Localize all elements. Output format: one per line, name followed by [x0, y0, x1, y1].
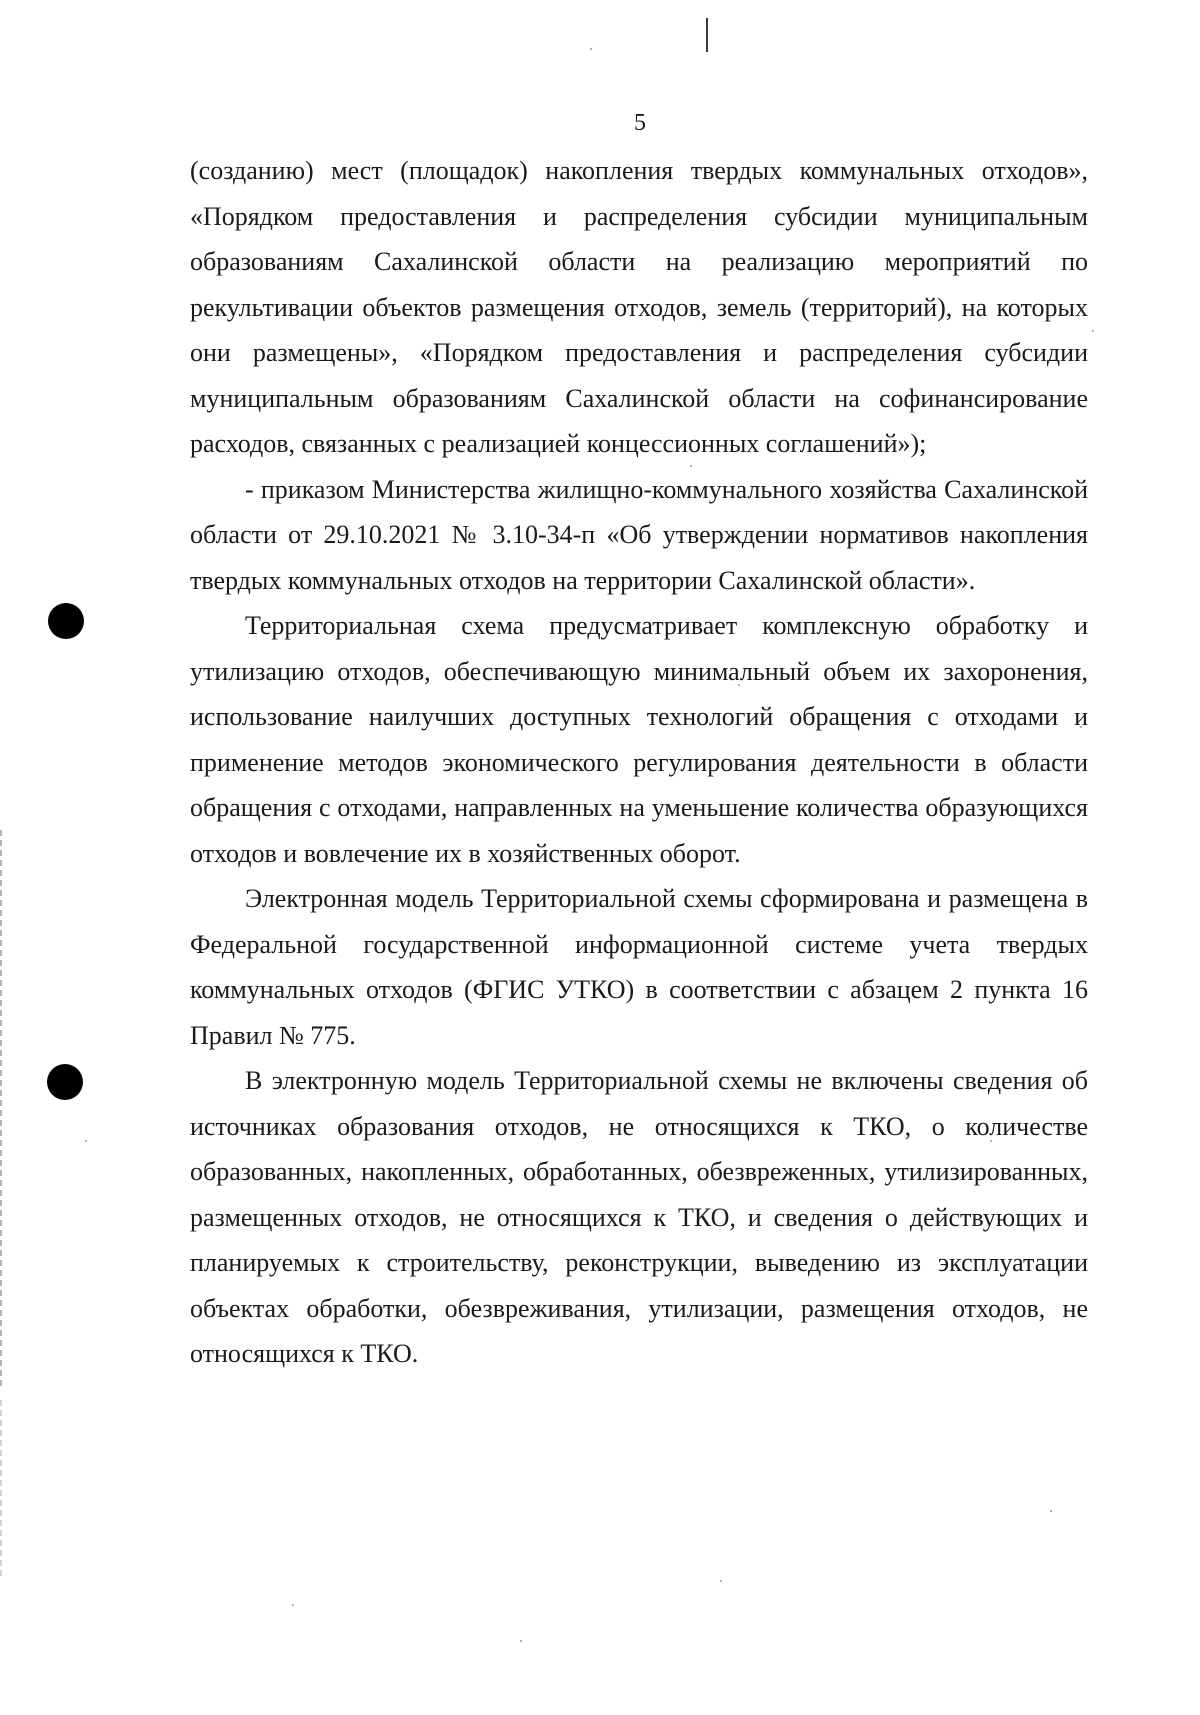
- paragraph-territorial-scheme: Территориальная схема предусматривает комплексную обработку и утилизацию отходов, обеспечивающую минимальный объем их захоронения, использование наилучших доступных технологий обращения с отходами и применение методов экономического регулирования деятельности в области обращения с отходами, направленных на уменьшение количества образующихся отходов и вовлечение их в хозяйственных оборот.: [190, 611, 1088, 868]
- scan-speck: [85, 1140, 87, 1142]
- document-body: [190, 148, 1088, 1377]
- paragraph-electronic-model: Электронная модель Территориальной схемы сформирована и размещена в Федеральной государственной информационной системе учета твердых коммунальных отходов (ФГИС УТКО) в соответствии с абзацем 2 пункта 16 Правил № 775.: [190, 884, 1088, 1050]
- scan-speck: [292, 1604, 294, 1606]
- scan-speck: [720, 1580, 722, 1582]
- scan-edge-line: [0, 830, 2, 1390]
- paragraph-order-reference: - приказом Министерства жилищно-коммунального хозяйства Сахалинской области от 29.10.2021 № 3.10-34-п «Об утверждении нормативов накопления твердых коммунальных отходов на территории Сахалинской области».: [190, 474, 1088, 595]
- paragraph-excluded-info: В электронную модель Территориальной схемы не включены сведения об источниках образования отходов, не относящихся к ТКО, о количестве образованных, накопленных, обработанных, обезвреженных, утилизированных, размещенных отходов, не относящихся к ТКО, и сведения о действующих и планируемых к строительству, реконструкции, выведению из эксплуатации объектах обработки, обезвреживания, утилизации, размещения отходов, не относящихся к ТКО.: [190, 1066, 1088, 1368]
- scan-artifact-mark: [706, 18, 708, 52]
- scan-edge-line: [0, 1400, 2, 1580]
- page-number: 5: [634, 110, 646, 136]
- scan-speck: [1092, 330, 1094, 332]
- punch-hole-bottom: [47, 1064, 83, 1100]
- paragraph-continuation: (созданию) мест (площадок) накопления твердых коммунальных отходов», «Порядком предоставления и распределения субсидии муниципальным образованиям Сахалинской области на реализацию мероприятий по рекультивации объектов размещения отходов, земель (территорий), на которых они размещены», «Порядком предоставления и распределения субсидии муниципальным образованиям Сахалинской области на софинансирование расходов, связанных с реализацией концессионных соглашений»);: [190, 156, 1088, 458]
- scan-speck: [1050, 1510, 1052, 1512]
- scan-speck: [520, 1640, 522, 1642]
- punch-hole-top: [48, 603, 84, 639]
- scan-speck: [590, 48, 592, 50]
